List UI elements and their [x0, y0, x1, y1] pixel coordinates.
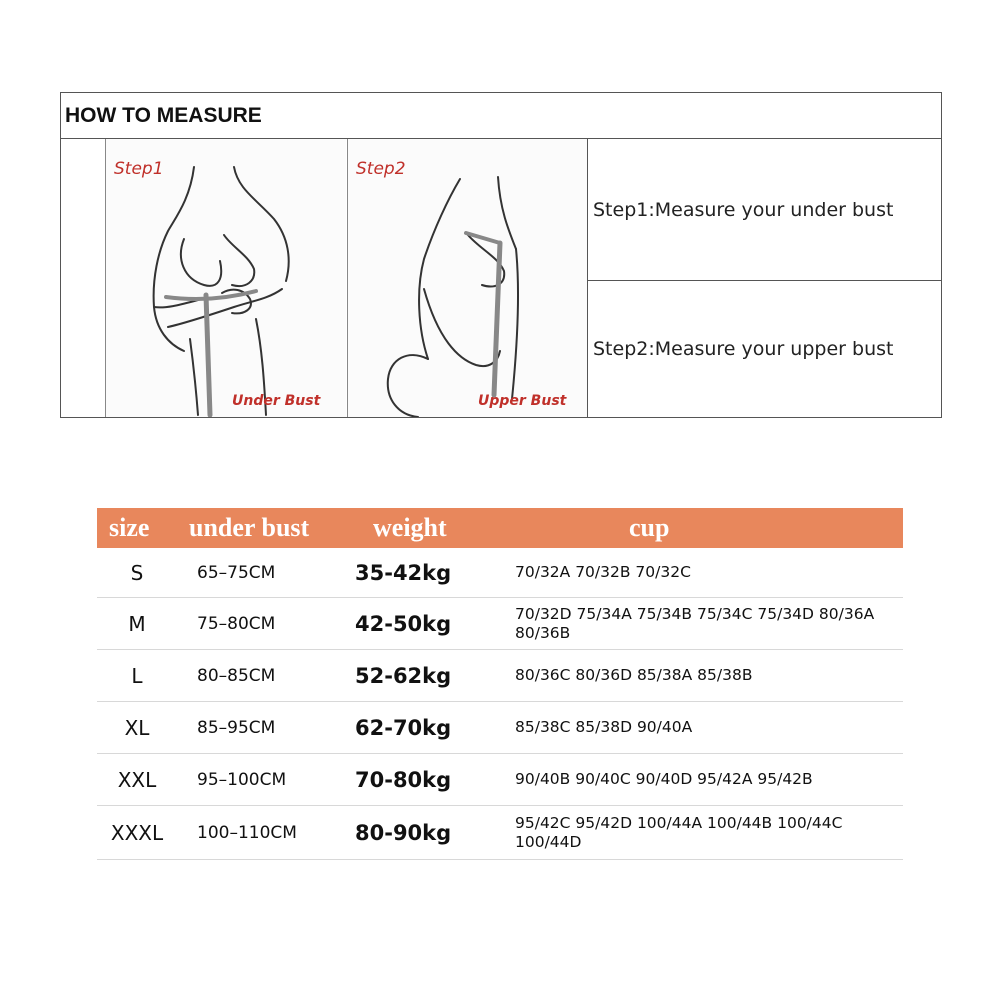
size-cell: M [128, 611, 146, 636]
weight-cell: 35-42kg [355, 560, 452, 585]
under-bust-cell: 80–85CM [197, 665, 276, 686]
table-row [97, 702, 903, 754]
step2-label: Step2 [356, 159, 406, 179]
upper-bust-label: Upper Bust [478, 393, 567, 409]
table-row [97, 754, 903, 806]
table-row [97, 548, 903, 598]
under-bust-cell: 75–80CM [197, 613, 276, 634]
header-under-bust: under bust [189, 513, 310, 542]
step1-instruction: Step1:Measure your under bust [588, 139, 941, 281]
size-chart-table [97, 508, 903, 860]
weight-cell: 70-80kg [355, 767, 452, 792]
table-row [97, 806, 903, 860]
how-to-measure-box [60, 92, 942, 418]
size-cell: XL [124, 715, 150, 740]
table-row [97, 650, 903, 702]
size-cell: XXXL [110, 820, 164, 845]
cup-cell: 95/42C 95/42D 100/44A 100/44B 100/44C 100/44D [515, 814, 843, 851]
under-bust-illustration [106, 139, 346, 417]
weight-cell: 42-50kg [355, 611, 452, 636]
table-row [97, 598, 903, 650]
header-size: size [109, 513, 150, 542]
upper-bust-illustration [348, 139, 588, 417]
size-cell: L [131, 663, 143, 688]
instructions-column [587, 139, 941, 417]
measure-title: HOW TO MEASURE [61, 93, 941, 139]
cup-cell: 90/40B 90/40C 90/40D 95/42A 95/42B [515, 770, 813, 789]
weight-cell: 62-70kg [355, 715, 452, 740]
table-header [97, 508, 903, 548]
weight-cell: 52-62kg [355, 663, 452, 688]
step1-label: Step1 [114, 159, 164, 179]
cup-cell: 85/38C 85/38D 90/40A [515, 718, 693, 737]
under-bust-cell: 95–100CM [197, 769, 287, 790]
under-bust-cell: 65–75CM [197, 562, 276, 583]
under-bust-label: Under Bust [232, 393, 321, 409]
step1-panel [105, 139, 346, 417]
header-cup: cup [629, 513, 670, 542]
cup-cell: 70/32A 70/32B 70/32C [515, 563, 691, 582]
size-cell: S [130, 560, 144, 585]
header-weight: weight [373, 513, 447, 542]
under-bust-cell: 85–95CM [197, 717, 276, 738]
step2-panel [347, 139, 588, 417]
size-cell: XXL [117, 767, 157, 792]
step2-instruction: Step2:Measure your upper bust [593, 338, 894, 360]
cup-cell: 70/32D 75/34A 75/34B 75/34C 75/34D 80/36A 80/36B [515, 605, 875, 642]
under-bust-cell: 100–110CM [197, 822, 297, 843]
weight-cell: 80-90kg [355, 820, 452, 845]
cup-cell: 80/36C 80/36D 85/38A 85/38B [515, 666, 753, 685]
